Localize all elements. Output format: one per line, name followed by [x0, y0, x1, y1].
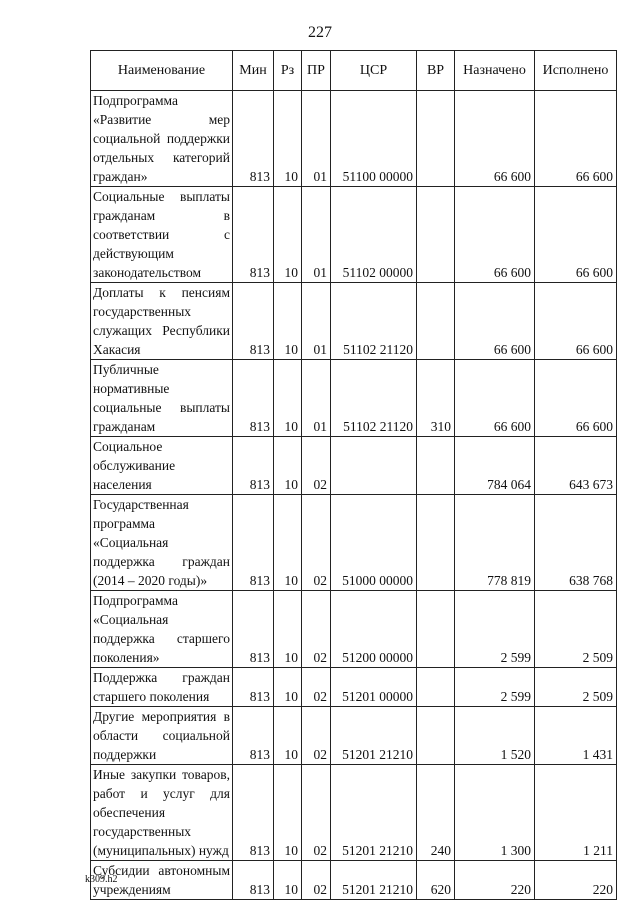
row-pr: 01 [302, 187, 331, 283]
row-assigned: 2 599 [455, 668, 535, 707]
row-min: 813 [233, 861, 274, 900]
row-assigned: 220 [455, 861, 535, 900]
row-min: 813 [233, 283, 274, 360]
table-row [91, 765, 617, 861]
row-csr: 51201 21210 [331, 707, 417, 765]
table-row [91, 437, 617, 495]
row-rz: 10 [274, 91, 302, 187]
table-row [91, 707, 617, 765]
row-name: Иные закупки товаров, работ и услуг для обеспечения государственных (муниципальных) нужд [91, 765, 233, 861]
table-row [91, 360, 617, 437]
header-vr: ВР [417, 51, 455, 91]
row-assigned: 66 600 [455, 360, 535, 437]
page-number: 227 [308, 24, 332, 41]
row-executed: 643 673 [535, 437, 617, 495]
row-executed: 66 600 [535, 187, 617, 283]
row-name: Публичные нормативные социальные выплаты гражданам [91, 360, 233, 437]
row-pr: 02 [302, 861, 331, 900]
row-assigned: 2 599 [455, 591, 535, 668]
row-name: Государственная программа «Социальная поддержка граждан (2014 – 2020 годы)» [91, 495, 233, 591]
header-name: Наименование [91, 51, 233, 91]
row-csr: 51102 21120 [331, 360, 417, 437]
row-name: Субсидии автономным учреждениям [91, 861, 233, 900]
table-row [91, 91, 617, 187]
row-min: 813 [233, 707, 274, 765]
row-vr [417, 91, 455, 187]
header-executed: Исполнено [535, 51, 617, 91]
row-csr: 51100 00000 [331, 91, 417, 187]
row-min: 813 [233, 360, 274, 437]
row-rz: 10 [274, 861, 302, 900]
row-executed: 66 600 [535, 360, 617, 437]
table-row [91, 187, 617, 283]
row-assigned: 66 600 [455, 283, 535, 360]
row-assigned: 66 600 [455, 187, 535, 283]
footer-code: k309.h2 [85, 874, 118, 885]
row-executed: 1 211 [535, 765, 617, 861]
row-name: Доплаты к пенсиям государственных служащих Республики Хакасия [91, 283, 233, 360]
row-name: Подпрограмма «Развитие мер социальной поддержки отдельных категорий граждан» [91, 91, 233, 187]
row-csr: 51102 21120 [331, 283, 417, 360]
row-rz: 10 [274, 668, 302, 707]
row-csr: 51201 21210 [331, 765, 417, 861]
row-pr: 02 [302, 495, 331, 591]
row-pr: 01 [302, 91, 331, 187]
row-rz: 10 [274, 187, 302, 283]
row-min: 813 [233, 437, 274, 495]
row-vr [417, 187, 455, 283]
row-rz: 10 [274, 707, 302, 765]
row-min: 813 [233, 765, 274, 861]
row-name: Социальное обслуживание населения [91, 437, 233, 495]
table-row [91, 283, 617, 360]
row-executed: 220 [535, 861, 617, 900]
row-pr: 02 [302, 668, 331, 707]
row-rz: 10 [274, 360, 302, 437]
row-min: 813 [233, 187, 274, 283]
table-row [91, 668, 617, 707]
header-csr: ЦСР [331, 51, 417, 91]
table-header-row [91, 51, 617, 91]
row-vr [417, 495, 455, 591]
row-vr [417, 591, 455, 668]
table-row [91, 861, 617, 900]
row-min: 813 [233, 91, 274, 187]
header-assigned: Назначено [455, 51, 535, 91]
row-min: 813 [233, 668, 274, 707]
row-assigned: 778 819 [455, 495, 535, 591]
row-assigned: 1 520 [455, 707, 535, 765]
row-executed: 1 431 [535, 707, 617, 765]
row-pr: 02 [302, 591, 331, 668]
row-csr: 51201 00000 [331, 668, 417, 707]
row-assigned: 784 064 [455, 437, 535, 495]
row-executed: 638 768 [535, 495, 617, 591]
row-rz: 10 [274, 283, 302, 360]
row-executed: 2 509 [535, 668, 617, 707]
row-name: Подпрограмма «Социальная поддержка старшего поколения» [91, 591, 233, 668]
row-vr: 310 [417, 360, 455, 437]
header-rz: Рз [274, 51, 302, 91]
row-rz: 10 [274, 437, 302, 495]
row-csr: 51200 00000 [331, 591, 417, 668]
row-vr [417, 283, 455, 360]
row-pr: 02 [302, 765, 331, 861]
row-rz: 10 [274, 591, 302, 668]
row-vr [417, 668, 455, 707]
row-vr: 620 [417, 861, 455, 900]
row-name: Поддержка граждан старшего поколения [91, 668, 233, 707]
row-min: 813 [233, 591, 274, 668]
row-rz: 10 [274, 765, 302, 861]
row-assigned: 1 300 [455, 765, 535, 861]
row-executed: 66 600 [535, 283, 617, 360]
row-pr: 01 [302, 360, 331, 437]
row-pr: 02 [302, 437, 331, 495]
row-pr: 01 [302, 283, 331, 360]
row-csr: 51000 00000 [331, 495, 417, 591]
table-row [91, 495, 617, 591]
table-body [91, 91, 617, 900]
row-executed: 2 509 [535, 591, 617, 668]
row-name: Социальные выплаты гражданам в соответствии с действующим законодательством [91, 187, 233, 283]
header-pr: ПР [302, 51, 331, 91]
row-vr: 240 [417, 765, 455, 861]
row-executed: 66 600 [535, 91, 617, 187]
budget-table [90, 50, 617, 900]
row-vr [417, 707, 455, 765]
row-min: 813 [233, 495, 274, 591]
row-rz: 10 [274, 495, 302, 591]
row-vr [417, 437, 455, 495]
row-csr [331, 437, 417, 495]
header-min: Мин [233, 51, 274, 91]
row-name: Другие мероприятия в области социальной поддержки [91, 707, 233, 765]
row-pr: 02 [302, 707, 331, 765]
row-csr: 51201 21210 [331, 861, 417, 900]
row-csr: 51102 00000 [331, 187, 417, 283]
table-row [91, 591, 617, 668]
row-assigned: 66 600 [455, 91, 535, 187]
